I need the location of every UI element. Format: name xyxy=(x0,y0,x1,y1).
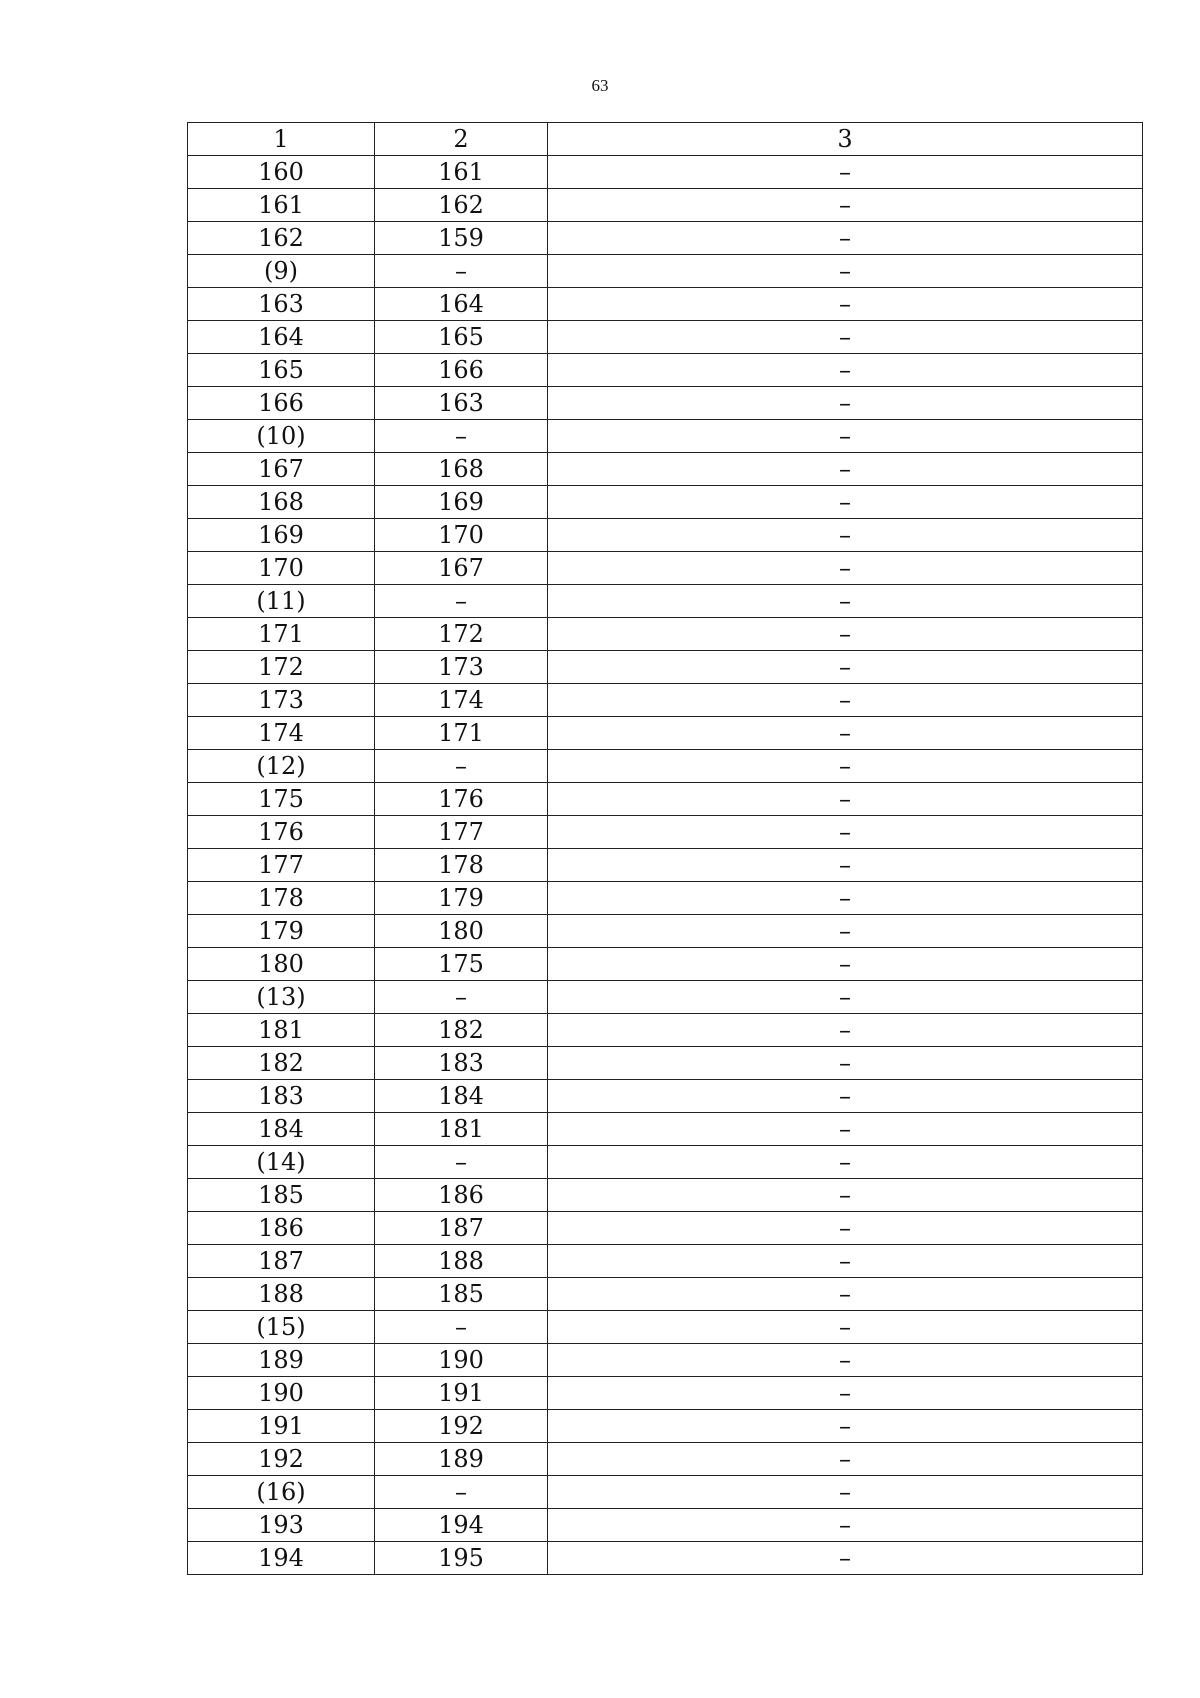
table-row xyxy=(188,255,1143,288)
table-row xyxy=(188,1113,1143,1146)
table-row xyxy=(188,1311,1143,1344)
table-cell-col-3: – xyxy=(548,486,1143,519)
table-cell-col-3: – xyxy=(548,585,1143,618)
table-row xyxy=(188,783,1143,816)
table-cell-col-1: 179 xyxy=(188,915,375,948)
table-row xyxy=(188,1278,1143,1311)
table-cell-col-3: – xyxy=(548,882,1143,915)
table-cell-col-1: 190 xyxy=(188,1377,375,1410)
table-cell-col-3: – xyxy=(548,1014,1143,1047)
table-cell-col-1: (14) xyxy=(188,1146,375,1179)
table-row xyxy=(188,618,1143,651)
table-cell-col-3: – xyxy=(548,552,1143,585)
table-cell-col-2: 182 xyxy=(375,1014,548,1047)
table-row xyxy=(188,321,1143,354)
table-cell-col-3: – xyxy=(548,420,1143,453)
table-cell-col-3: – xyxy=(548,321,1143,354)
table-cell-col-2: 190 xyxy=(375,1344,548,1377)
table-row xyxy=(188,651,1143,684)
table-cell-col-2: 181 xyxy=(375,1113,548,1146)
table-row xyxy=(188,1179,1143,1212)
table-cell-col-1: 170 xyxy=(188,552,375,585)
table-cell-col-3: – xyxy=(548,618,1143,651)
table-cell-col-2: 179 xyxy=(375,882,548,915)
column-header-2: 2 xyxy=(375,123,548,156)
table-cell-col-2: 162 xyxy=(375,189,548,222)
table-cell-col-2: 177 xyxy=(375,816,548,849)
table-cell-col-1: 176 xyxy=(188,816,375,849)
table-cell-col-1: 180 xyxy=(188,948,375,981)
table-row xyxy=(188,1476,1143,1509)
table-row xyxy=(188,486,1143,519)
table-cell-col-1: (10) xyxy=(188,420,375,453)
table-row xyxy=(188,882,1143,915)
table-cell-col-3: – xyxy=(548,651,1143,684)
table-cell-col-3: – xyxy=(548,1179,1143,1212)
table-cell-col-3: – xyxy=(548,387,1143,420)
table-row xyxy=(188,453,1143,486)
table-cell-col-3: – xyxy=(548,783,1143,816)
table-row xyxy=(188,222,1143,255)
table-cell-col-3: – xyxy=(548,519,1143,552)
table-cell-col-2: – xyxy=(375,420,548,453)
page-number: 63 xyxy=(591,76,609,95)
table-cell-col-2: 192 xyxy=(375,1410,548,1443)
table-cell-col-2: 163 xyxy=(375,387,548,420)
table-cell-col-3: – xyxy=(548,156,1143,189)
table-cell-col-2: 161 xyxy=(375,156,548,189)
table-cell-col-1: 171 xyxy=(188,618,375,651)
table-cell-col-1: (13) xyxy=(188,981,375,1014)
table-cell-col-2: 189 xyxy=(375,1443,548,1476)
table-cell-col-3: – xyxy=(548,684,1143,717)
table-row xyxy=(188,717,1143,750)
table-cell-col-2: – xyxy=(375,981,548,1014)
table-cell-col-3: – xyxy=(548,948,1143,981)
table-cell-col-2: – xyxy=(375,585,548,618)
table-cell-col-2: – xyxy=(375,1311,548,1344)
table-row xyxy=(188,1212,1143,1245)
table-cell-col-2: 191 xyxy=(375,1377,548,1410)
table-cell-col-2: 176 xyxy=(375,783,548,816)
table-cell-col-2: 169 xyxy=(375,486,548,519)
table-cell-col-2: 188 xyxy=(375,1245,548,1278)
table-cell-col-1: 191 xyxy=(188,1410,375,1443)
table-header-row xyxy=(188,123,1143,156)
table-cell-col-3: – xyxy=(548,1212,1143,1245)
table-cell-col-3: – xyxy=(548,1113,1143,1146)
table-cell-col-1: (15) xyxy=(188,1311,375,1344)
table-cell-col-2: 170 xyxy=(375,519,548,552)
table-cell-col-2: 187 xyxy=(375,1212,548,1245)
table-row xyxy=(188,684,1143,717)
table-cell-col-1: 177 xyxy=(188,849,375,882)
table-row xyxy=(188,849,1143,882)
table-row xyxy=(188,948,1143,981)
table-cell-col-1: 186 xyxy=(188,1212,375,1245)
table-row xyxy=(188,552,1143,585)
table-cell-col-1: (9) xyxy=(188,255,375,288)
table-cell-col-2: 180 xyxy=(375,915,548,948)
table-cell-col-1: 181 xyxy=(188,1014,375,1047)
table-cell-col-1: 173 xyxy=(188,684,375,717)
table-row xyxy=(188,1080,1143,1113)
table-cell-col-1: 174 xyxy=(188,717,375,750)
table-cell-col-2: 165 xyxy=(375,321,548,354)
table-cell-col-3: – xyxy=(548,816,1143,849)
table-cell-col-1: (16) xyxy=(188,1476,375,1509)
table-cell-col-2: 194 xyxy=(375,1509,548,1542)
table-cell-col-1: 175 xyxy=(188,783,375,816)
table-row xyxy=(188,750,1143,783)
table-row xyxy=(188,1509,1143,1542)
data-table xyxy=(187,122,1143,1575)
table-cell-col-3: – xyxy=(548,1245,1143,1278)
table-cell-col-1: 183 xyxy=(188,1080,375,1113)
table-cell-col-3: – xyxy=(548,717,1143,750)
table-cell-col-2: 183 xyxy=(375,1047,548,1080)
table-cell-col-1: 193 xyxy=(188,1509,375,1542)
table-cell-col-3: – xyxy=(548,453,1143,486)
table-cell-col-2: – xyxy=(375,1476,548,1509)
table-cell-col-3: – xyxy=(548,1509,1143,1542)
table-cell-col-3: – xyxy=(548,288,1143,321)
table-cell-col-2: 184 xyxy=(375,1080,548,1113)
table-cell-col-2: 185 xyxy=(375,1278,548,1311)
column-header-3: 3 xyxy=(548,123,1143,156)
table-row xyxy=(188,519,1143,552)
table-cell-col-1: 164 xyxy=(188,321,375,354)
table-row xyxy=(188,189,1143,222)
table-cell-col-2: 172 xyxy=(375,618,548,651)
table-cell-col-1: 178 xyxy=(188,882,375,915)
table-cell-col-3: – xyxy=(548,1278,1143,1311)
table-cell-col-3: – xyxy=(548,849,1143,882)
table-cell-col-3: – xyxy=(548,915,1143,948)
table-cell-col-1: 185 xyxy=(188,1179,375,1212)
table-cell-col-2: – xyxy=(375,750,548,783)
table-cell-col-3: – xyxy=(548,354,1143,387)
table-row xyxy=(188,354,1143,387)
table-cell-col-3: – xyxy=(548,1542,1143,1575)
table-cell-col-2: 171 xyxy=(375,717,548,750)
table-cell-col-2: – xyxy=(375,255,548,288)
table-row xyxy=(188,420,1143,453)
table-cell-col-1: (12) xyxy=(188,750,375,783)
table-row xyxy=(188,1245,1143,1278)
table-cell-col-2: 173 xyxy=(375,651,548,684)
table-row xyxy=(188,585,1143,618)
table-cell-col-3: – xyxy=(548,981,1143,1014)
table-cell-col-3: – xyxy=(548,1377,1143,1410)
table-row xyxy=(188,1542,1143,1575)
table-cell-col-3: – xyxy=(548,1476,1143,1509)
table-row xyxy=(188,816,1143,849)
table-cell-col-1: 189 xyxy=(188,1344,375,1377)
table-cell-col-3: – xyxy=(548,1410,1143,1443)
table-cell-col-1: 163 xyxy=(188,288,375,321)
table-row xyxy=(188,1410,1143,1443)
table-row xyxy=(188,1443,1143,1476)
table-cell-col-3: – xyxy=(548,1080,1143,1113)
table-row xyxy=(188,1344,1143,1377)
table-cell-col-2: 168 xyxy=(375,453,548,486)
table-cell-col-1: 187 xyxy=(188,1245,375,1278)
table-cell-col-2: 174 xyxy=(375,684,548,717)
table-cell-col-2: 166 xyxy=(375,354,548,387)
table-row xyxy=(188,387,1143,420)
table-cell-col-1: 160 xyxy=(188,156,375,189)
table-cell-col-2: 159 xyxy=(375,222,548,255)
table-row xyxy=(188,1146,1143,1179)
table-body xyxy=(188,123,1143,1575)
table-row xyxy=(188,981,1143,1014)
table-cell-col-1: 166 xyxy=(188,387,375,420)
table-cell-col-3: – xyxy=(548,1047,1143,1080)
table-cell-col-3: – xyxy=(548,1146,1143,1179)
table-cell-col-1: 162 xyxy=(188,222,375,255)
table-cell-col-3: – xyxy=(548,189,1143,222)
table-cell-col-2: 195 xyxy=(375,1542,548,1575)
table-cell-col-1: 194 xyxy=(188,1542,375,1575)
table-cell-col-2: 186 xyxy=(375,1179,548,1212)
column-header-1: 1 xyxy=(188,123,375,156)
table-row xyxy=(188,1377,1143,1410)
table-cell-col-1: 172 xyxy=(188,651,375,684)
table-cell-col-2: 178 xyxy=(375,849,548,882)
table-cell-col-1: 184 xyxy=(188,1113,375,1146)
table-cell-col-3: – xyxy=(548,750,1143,783)
table-cell-col-1: 169 xyxy=(188,519,375,552)
table-row xyxy=(188,288,1143,321)
table-row xyxy=(188,156,1143,189)
table-row xyxy=(188,1047,1143,1080)
table-cell-col-1: 188 xyxy=(188,1278,375,1311)
table-cell-col-3: – xyxy=(548,255,1143,288)
table-cell-col-1: 168 xyxy=(188,486,375,519)
table-cell-col-1: 182 xyxy=(188,1047,375,1080)
table-row xyxy=(188,915,1143,948)
table-cell-col-3: – xyxy=(548,1311,1143,1344)
table-cell-col-3: – xyxy=(548,1443,1143,1476)
table-cell-col-2: 175 xyxy=(375,948,548,981)
table-cell-col-1: 165 xyxy=(188,354,375,387)
table-cell-col-3: – xyxy=(548,1344,1143,1377)
table-cell-col-2: 167 xyxy=(375,552,548,585)
table-cell-col-2: – xyxy=(375,1146,548,1179)
table-cell-col-1: (11) xyxy=(188,585,375,618)
table-cell-col-2: 164 xyxy=(375,288,548,321)
table-cell-col-1: 161 xyxy=(188,189,375,222)
table-row xyxy=(188,1014,1143,1047)
table-cell-col-1: 167 xyxy=(188,453,375,486)
table-cell-col-1: 192 xyxy=(188,1443,375,1476)
table-cell-col-3: – xyxy=(548,222,1143,255)
